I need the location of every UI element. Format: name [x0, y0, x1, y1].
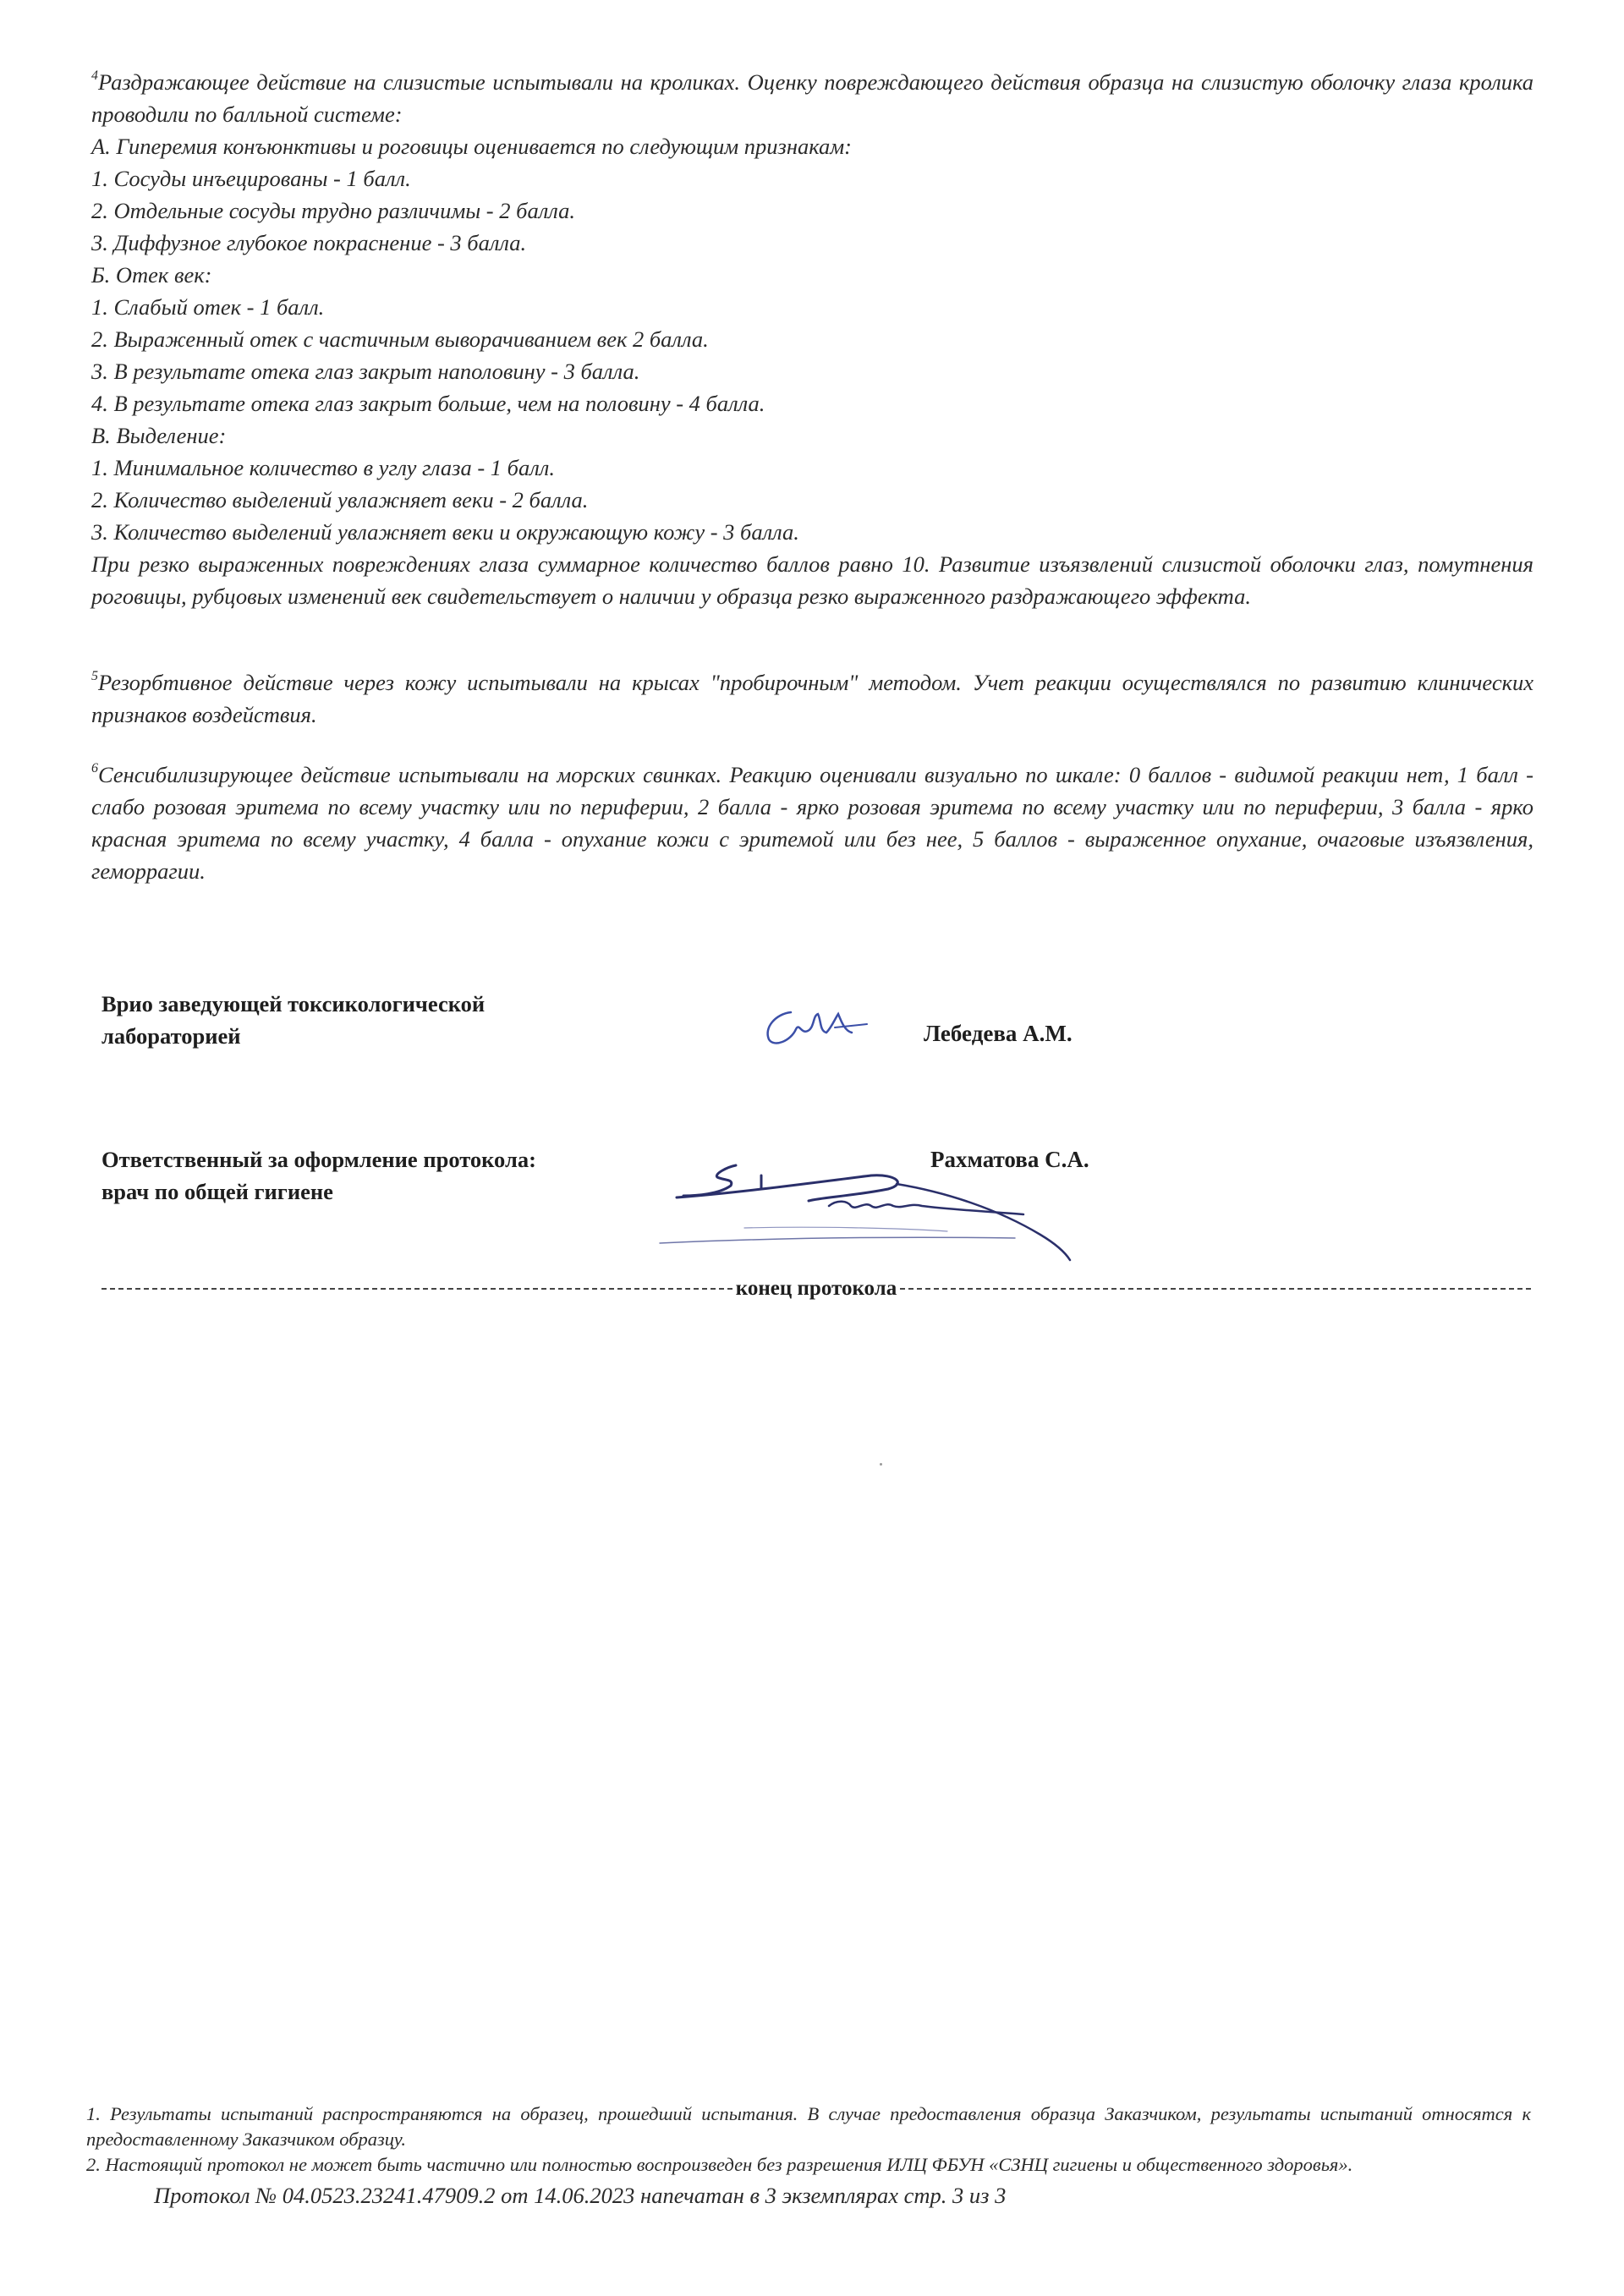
criteria-line: В. Выделение: — [91, 423, 227, 448]
criteria-line: 2. Количество выделений увлажняет веки - 2 балла. — [91, 487, 589, 512]
responsible-name: Рахматова С.А. — [930, 1147, 1089, 1172]
footnote-marker: 6 — [91, 761, 98, 775]
criteria-line: А. Гиперемия конъюнктивы и роговицы оценивается по следующим признакам: — [91, 134, 852, 159]
dashed-rule-left — [102, 1288, 732, 1290]
scan-speck — [880, 1463, 882, 1466]
criteria-line: 3. Количество выделений увлажняет веки и окружающую кожу - 3 балла. — [91, 519, 799, 545]
protocol-line: Протокол № 04.0523.23241.47909.2 от 14.06.2023 напечатан в 3 экземплярах стр. 3 из 3 — [154, 2183, 1007, 2208]
responsible-role: Ответственный за оформление протокола: врач по общей гигиене — [102, 1147, 536, 1204]
criteria-line: 1. Сосуды инъецированы - 1 балл. — [91, 166, 411, 191]
criteria-line: 3. В результате отека глаз закрыт наполовину - 3 балла. — [91, 359, 640, 384]
end-of-protocol — [102, 1273, 1531, 1305]
footnote-5 — [91, 666, 1533, 731]
criteria-line: 4. В результате отека глаз закрыт больше, чем на половину - 4 балла. — [91, 391, 765, 416]
criteria-line: 2. Выраженный отек с частичным выворачиванием век 2 балла. — [91, 326, 709, 352]
footnote-6-text: Сенсибилизирующее действие испытывали на морских свинках. Реакцию оценивали визуально по шкале: 0 баллов - видимой реакции нет, 1 балл - слабо розовая эритема по всему участку или по периферии, 2 балла - ярко розовая эритема по всему участку или по периферии, 3 балла - ярко красная эритема по всему участку, 4 балла - опухание кожи с эритемой или без нее, 5 баллов - выраженное опухание, очаговые изъязвления, геморрагии. — [91, 762, 1533, 884]
footnote-5-text: Резорбтивное действие через кожу испытывали на крысах "пробирочным" методом. Учет реакции осуществлялся по развитию клинических признаков воздействия. — [91, 670, 1533, 727]
end-of-protocol-text: конец протокола — [735, 1277, 897, 1300]
head-signature — [757, 1002, 884, 1053]
footer-note-2: 2. Настоящий протокол не может быть частично или полностью воспроизведен без разрешения ИЛЦ ФБУН «СЗНЦ гигиены и общественного здоровья». — [86, 2154, 1353, 2175]
footnote-4 — [91, 66, 1533, 612]
footer-note-1: 1. Результаты испытаний распространяются на образец, прошедший испытания. В случае предоставления образца Заказчиком, результаты испытаний относятся к предоставленному Заказчиком образцу. — [86, 2103, 1531, 2150]
responsible-signature — [643, 1150, 1116, 1277]
footnote-4-intro: $^4$Раздражающее действие на слизистые испытывали на кроликах. Оценку повреждающего действия образца на слизистую оболочку глаза кролика проводили по балльной системе: — [91, 68, 1533, 127]
criteria-line: Б. Отек век: — [91, 262, 212, 288]
head-role: Врио заведующей токсикологической лабораторией — [102, 991, 486, 1049]
footnote-4-closing: При резко выраженных повреждениях глаза суммарное количество баллов равно 10. Развитие изъязвлений слизистой оболочки глаз, помутнения роговицы, рубцовых изменений век свидетельствует о наличии у образца резко выраженного раздражающего эффекта. — [91, 551, 1533, 609]
footnote-marker: 5 — [91, 669, 98, 683]
dashed-rule-right — [900, 1288, 1531, 1290]
criteria-line: 3. Диффузное глубокое покраснение - 3 балла. — [91, 230, 527, 255]
criteria-line: 1. Слабый отек - 1 балл. — [91, 294, 325, 320]
criteria-line: 1. Минимальное количество в углу глаза - 1 балл. — [91, 455, 555, 480]
footnote-marker: 4 — [91, 68, 98, 83]
head-name: Лебедева А.М. — [924, 1021, 1073, 1046]
page-footer — [86, 2101, 1531, 2211]
footnote-6 — [91, 759, 1533, 887]
criteria-line: 2. Отдельные сосуды трудно различимы - 2 балла. — [91, 198, 576, 223]
